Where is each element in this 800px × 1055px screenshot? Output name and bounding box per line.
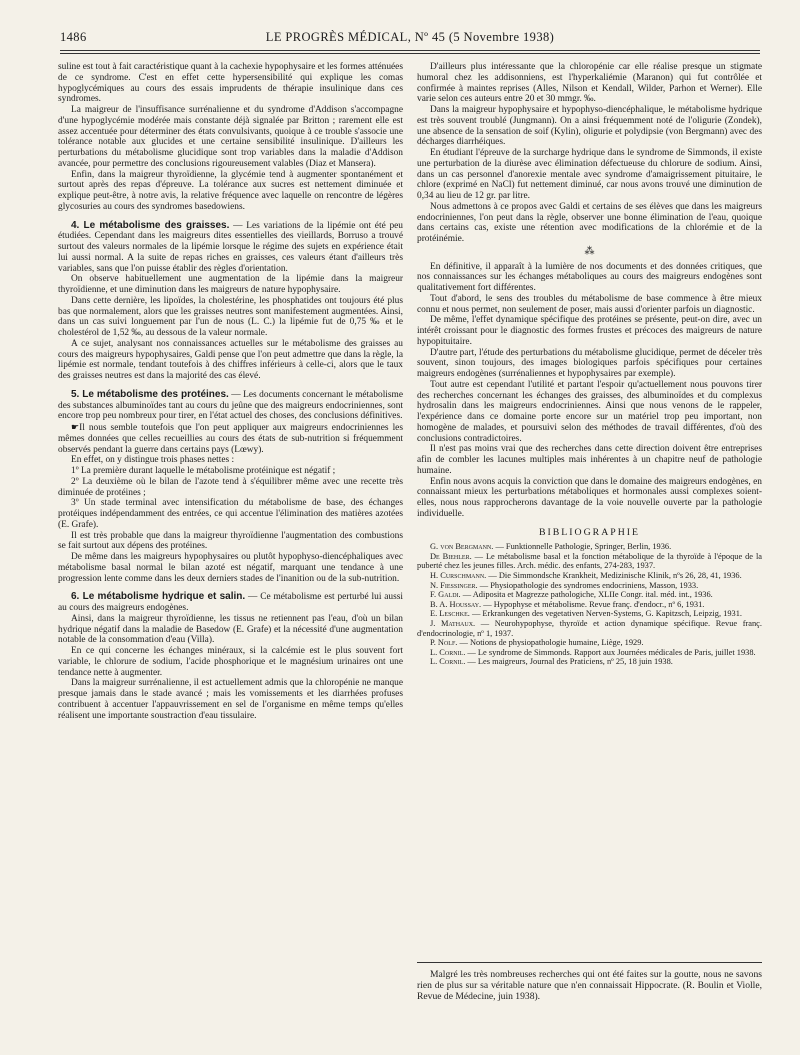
- paragraph: Ainsi, dans la maigreur thyroïdienne, les tissus ne retiennent pas l'eau, d'où un bilan hydrique négatif dans la maladie de Basedow (E. Grafe) et la nécessité d'une augmentation notable de la consommation d'eau (Villa).: [58, 613, 403, 646]
- paragraph-with-hand: [58, 422, 403, 455]
- left-column: [58, 62, 403, 957]
- boxed-quote: [417, 962, 762, 1002]
- section-heading: 5. Le métabolisme des protéines.: [71, 388, 229, 400]
- section-4: [58, 221, 403, 275]
- reference-item: F. Galdi. — Adiposita et Magrezze pathologiche, XLIIe Congr. ital. méd. int., 1936.: [430, 590, 713, 600]
- paragraph: Dans la maigreur hypophysaire et hypophyso-diencéphalique, le métabolisme hydrique est très souvent troublé (Jungmann). On a ainsi fréquemment noté de l'oligurie (Zondek), une absence de la sensation de soif (Kylin), oligurie et polydipsie (von Bergmann) avec des décharges diarrhéiques.: [417, 105, 762, 148]
- paragraph: Il n'est pas moins vrai que des recherches dans cette direction doivent être entreprises afin de combler les lacunes multiples mais inhérentes à un chapitre neuf de pathologie humaine.: [417, 444, 762, 476]
- section-heading: 4. Le métabolisme des graisses.: [71, 219, 230, 231]
- reference-item: J. Mathaux. — Neurohypophyse, thyroïde et action dynamique spécifique. Revue franç. d'endocrinologie, nº 1, 1937.: [417, 619, 762, 638]
- journal-title: LE PROGRÈS MÉDICAL, Nº 45 (5 Novembre 1938): [265, 30, 555, 44]
- paragraph: Dans la maigreur surrénalienne, il est actuellement admis que la chloropénie ne manque presque jamais dans le stade avancé ; mais les vomissements et les diarrhées profuses contribuent à accentuer l'appauvrissement en sel de l'organisme en même temps qu'elles réalisent une importante soustraction d'eau tissulaire.: [58, 678, 403, 721]
- paragraph: De même, l'effet dynamique spécifique des protéines se présente, peut-on dire, avec un intérêt croissant pour le diagnostic des formes frustes et précoces des maigreurs de nature hypopituitaire.: [417, 315, 762, 347]
- paragraph: 1º La première durant laquelle le métabolisme protéinique est négatif ;: [71, 466, 336, 476]
- reference-item: H. Curschmann. — Die Simmondsche Krankheit, Medizinische Klinik, nºs 26, 28, 41, 1936.: [430, 571, 742, 581]
- bibliography-title: BIBLIOGRAPHIE: [538, 526, 641, 538]
- reference-list: [417, 542, 762, 667]
- paragraph-text: — Les variations de la lipémie ont été peu étudiées. Cependant dans les maigreurs dites essentielles des vieillards, Borruso a trouvé surtout des valeurs normales de la lipémie lorsque le régime des sujets en expérience était lui aussi normal. A la suite de repas riches en graisses, ces valeurs étant d'ailleurs très variables, sans que l'on puisse établir des règles d'orientation.: [58, 220, 403, 274]
- paragraph: En ce qui concerne les échanges minéraux, si la calcémie est le plus souvent fort variable, le chlorure de sodium, l'acide phosphorique et le magnésium urinaires ont une tendance nette à augmenter.: [58, 646, 403, 678]
- section-heading: 6. Le métabolisme hydrique et salin.: [71, 591, 246, 603]
- reference-item: B. A. Houssay. — Hypophyse et métabolisme. Revue franç. d'endocr., nº 6, 1931.: [430, 599, 705, 609]
- paragraph: Enfin, dans la maigreur thyroïdienne, la glycémie tend à augmenter spontanément et surtout après des repas d'épreuve. La tolérance aux sucres est nettement diminuée et explique peut-être, à notre avis, la relative fréquence avec laquelle on rencontre de légères glycosuries au cours des syndromes basedowiens.: [58, 169, 403, 212]
- page-number: 1486: [60, 30, 87, 44]
- section-6: [58, 592, 403, 614]
- paragraph: De même dans les maigreurs hypophysaires ou plutôt hypophyso-diencéphaliques avec métabolisme basal normal le bilan azoté est négatif, marquant une tendance à une progression lente comme dans les deux derniers stades de l'inanition ou de la sub-nutrition.: [58, 552, 403, 584]
- paragraph: suline est tout à fait caractéristique quant à la cachexie hypophysaire et les formes atténuées de ce syndrome. C'est en effet cette hypersensibilité qui explique les comas hypoglycémiques au cours des essais imprudents de thérapie insulinique dans ces syndromes.: [58, 62, 403, 105]
- quote-rule: [417, 962, 762, 963]
- header-rule-bottom: [60, 53, 760, 54]
- paragraph-text: — Les documents concernant le métabolisme des substances albuminoïdes tant au cours du jeûne que des maigreurs endocriniennes, sont encore trop peu nombreux pour tirer, en l'état actuel des choses, des conclusions définitives.: [58, 389, 403, 422]
- section-5: [58, 390, 403, 422]
- paragraph: D'ailleurs plus intéressante que la chloropénie car elle réalise presque un stigmate humoral chez les addisonniens, est l'hyperkaliémie (Maranon) qui fut contrôlée et confirmée à maintes reprises (Alles, Nilson et Kendall, Wilder, Parhon et Werner). Elle varie selon ces auteurs entre 20 et 30 mmgr. ‰.: [417, 62, 762, 105]
- paragraph: Tout d'abord, le sens des troubles du métabolisme de base commence à être mieux connu et nous permet, non seulement de poser, mais aussi d'orienter parfois un diagnostic.: [417, 293, 762, 315]
- paragraph: A ce sujet, analysant nos connaissances actuelles sur le métabolisme des graisses au cours des maigreurs hypophysaires, Galdi pense que l'on peut admettre que dans la règle, la lipémie est normale, tendant toutefois à des chiffres inférieurs à celle-ci, alors que le taux des graisses neutres est dans la majorité des cas élevé.: [58, 338, 403, 381]
- section-separator-stars: ⁂: [584, 245, 595, 257]
- paragraph: En étudiant l'épreuve de la surcharge hydrique dans le syndrome de Simmonds, il existe une perturbation de la diurèse avec élimination défectueuse du chlorure de sodium. Ainsi, dans un cas personnel d'anorexie mentale avec syndrome d'amaigrissement pituitaire, le chlore (exprimé en NaCl) fut nettement diminué, car nous avons trouvé une diminution de 0,34 au lieu de 12 gr. par litre.: [417, 148, 762, 201]
- paragraph: En définitive, il apparaît à la lumière de nos documents et des données critiques, que nos connaissances sur les échanges métaboliques au cours des maigreurs endogènes sont qualitativement fort différentes.: [417, 261, 762, 293]
- reference-item: E. Leschke. — Erkrankungen des vegetativen Nerven-Systems, G. Kapitzsch, Leipzig, 1931.: [430, 609, 742, 619]
- paragraph-text: Il nous semble toutefois que l'on peut appliquer aux maigreurs endocriniennes les mêmes données que celles recueillies au cours des états de sub-nutrition si fréquemment observés pendant la guerre dans certains pays (Lœwy).: [58, 423, 403, 455]
- paragraph: Tout autre est cependant l'utilité et partant l'espoir qu'actuellement nous pouvons tirer des recherches concernant les échanges des graisses, des albuminoïdes et du complexus hydrosalin dans les maigreurs endocriniennes. Ainsi que nous venons de le rappeler, l'expérience dans ce domaine porte encore sur un matériel trop peu important, non homogène de malades, et poursuivi selon des méthodes de travail différentes, d'où des conclusions contradictoires.: [417, 379, 762, 444]
- paragraph: La maigreur de l'insuffisance surrénalienne et du syndrome d'Addison s'accompagne d'une hypoglycémie modérée mais constante déjà signalée par Britton ; rarement elle est assez accentuée pour déterminer des états convulsivants, quoique à ce trouble s'associe une tolérance notable aux glucides et une certaine sensibilité insulinique. D'ailleurs les perturbations du métabolisme glucidique sont trop variables dans la maladie d'Addison avancée, pour permettre des conclusions rigoureusement valables (Diaz et Mansera).: [58, 105, 403, 169]
- paragraph: 2º La deuxième où le bilan de l'azote tend à s'équilibrer même avec une recette très diminuée de protéines ;: [58, 476, 403, 498]
- reference-item: N. Fiessinger. — Physiopathologie des syndromes endocriniens, Masson, 1933.: [430, 580, 699, 590]
- reference-item: De Biehler. — Le métabolisme basal et la fonction métabolique de la thyroïde à l'époque de la puberté chez les jeunes filles. Arch. médic. des enfants, 274-283, 1937.: [417, 551, 762, 571]
- paragraph: D'autre part, l'étude des perturbations du métabolisme glucidique, permet de déceler très souvent, sinon toujours, des images biologiques parfois spécifiques pour certaines maigreurs endogènes (surrénaliennes et hypophysaires par exemple).: [417, 347, 762, 379]
- paragraph: Enfin nous avons acquis la conviction que dans le domaine des maigreurs endogènes, en connaissant mieux les perturbations métaboliques et hormonales aussi complexes soient-elles, nous nous rapprocherons davantage de la voie nouvelle ouverte par la pathologie individuelle.: [417, 476, 762, 519]
- paragraph: 3º Un stade terminal avec intensification du métabolisme de base, des échanges protéiques indépendamment des entrées, ce qui accentue l'élimination des matières azotées (E. Grafe).: [58, 498, 403, 530]
- reference-item: P. Nolf. — Notions de physiopathologie humaine, Liège, 1929.: [430, 638, 644, 648]
- paragraph: Nous admettons à ce propos avec Galdi et certains de ses élèves que dans les maigreurs endocriniennes, l'on peut dans la règle, observer une bonne élimination de l'eau, quoique dans certains cas, existe une rétention avec modifications de la chlorémie et de la protéinémie.: [417, 201, 762, 244]
- right-column: [417, 62, 762, 957]
- paragraph: Il est très probable que dans la maigreur thyroïdienne l'augmentation des combustions se fait surtout aux dépens des protéines.: [58, 530, 403, 552]
- reference-item: L. Cornil. — Les maigreurs, Journal des Praticiens, nº 25, 18 juin 1938.: [430, 657, 673, 667]
- reference-item: L. Cornil. — Le syndrome de Simmonds. Rapport aux Journées médicales de Paris, juillet 1938.: [430, 647, 756, 657]
- paragraph-text: — Ce métabolisme est perturbé lui aussi au cours des maigreurs endogènes.: [58, 592, 403, 613]
- paragraph: En effet, on y distingue trois phases nettes :: [71, 455, 235, 466]
- pointing-hand-icon: ☛: [71, 422, 80, 432]
- header-rule-top: [60, 50, 760, 51]
- paragraph: Dans cette dernière, les lipoïdes, la cholestérine, les phosphatides ont toujours été plus bas que normalement, alors que les graisses neutres sont manifestement augmentées. Ainsi, dans un cas suivi longuement par l'un de nous (L. C.) la lipémie fut de 0,75 ‰ et le cholestérol de 1,52 ‰, au dessous de la valeur normale.: [58, 295, 403, 338]
- reference-item: G. von Bergmann. — Funktionnelle Pathologie, Springer, Berlin, 1936.: [430, 542, 672, 552]
- quote-text: Malgré les très nombreuses recherches qui ont été faites sur la goutte, nous ne savons rien de plus sur sa véritable nature que n'en connaissait Hippocrate. (R. Boulin et Violle, Revue de Médecine, juin 1938).: [417, 969, 762, 1002]
- running-header: [60, 30, 760, 48]
- paragraph: On observe habituellement une augmentation de la lipémie dans la maigreur thyroïdienne, et une diminution dans les maigreurs de nature hypophysaire.: [58, 274, 403, 295]
